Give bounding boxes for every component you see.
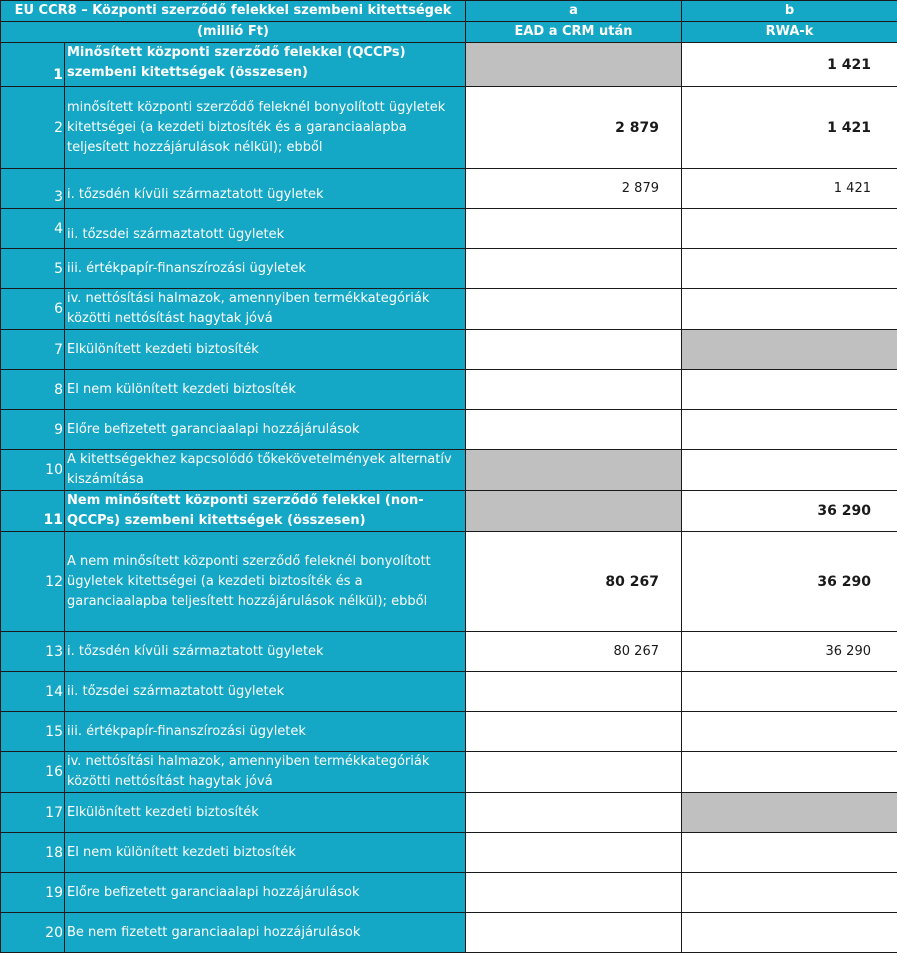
table-row [1,410,897,450]
cell-a [466,289,682,330]
cell-a: 80 267 [466,532,682,632]
row-label: ii. tőzsdei származtatott ügyletek [65,209,466,249]
table-row [1,87,897,169]
cell-b: 1 421 [682,43,897,87]
table-row [1,330,897,370]
table-row [1,450,897,491]
table-row [1,370,897,410]
cell-a [466,491,682,532]
cell-a [466,672,682,712]
row-number: 20 [1,913,65,953]
table-row [1,209,897,249]
cell-a [466,913,682,953]
cell-a [466,752,682,793]
cell-b [682,330,897,370]
cell-a [466,209,682,249]
cell-b: 1 421 [682,169,897,209]
row-number: 13 [1,632,65,672]
table-row [1,873,897,913]
table-row [1,793,897,833]
table-row [1,752,897,793]
cell-b [682,450,897,491]
row-label: El nem különített kezdeti biztosíték [65,370,466,410]
row-label: minősített központi szerződő feleknél bonyolított ügyletek kitettségei (a kezdeti biztosíték és a garanciaalapba teljesített hozzájárulások nélkül); ebből [65,87,466,169]
cell-b [682,793,897,833]
cell-a [466,43,682,87]
table-row [1,913,897,953]
row-number: 8 [1,370,65,410]
row-label: iii. értékpapír-finanszírozási ügyletek [65,249,466,289]
cell-b [682,833,897,873]
table-unit: (millió Ft) [1,22,466,43]
table-row [1,249,897,289]
row-label: iv. nettósítási halmazok, amennyiben termékkategóriák közötti nettósítást hagytak jóvá [65,289,466,330]
row-number: 14 [1,672,65,712]
row-number: 6 [1,289,65,330]
table-row [1,289,897,330]
table-row [1,712,897,752]
row-number: 10 [1,450,65,491]
cell-b [682,249,897,289]
cell-a [466,833,682,873]
row-label: Be nem fizetett garanciaalapi hozzájárulások [65,913,466,953]
table-title: EU CCR8 – Központi szerződő felekkel szembeni kitettségek [1,1,466,22]
cell-b [682,873,897,913]
row-label: Előre befizetett garanciaalapi hozzájárulások [65,410,466,450]
row-label: iii. értékpapír-finanszírozási ügyletek [65,712,466,752]
row-number: 11 [1,491,65,532]
row-number: 18 [1,833,65,873]
table-row [1,491,897,532]
row-number: 19 [1,873,65,913]
table-row [1,672,897,712]
col-b-letter: b [682,1,897,22]
row-number: 4 [1,209,65,249]
cell-b: 36 290 [682,532,897,632]
row-number: 15 [1,712,65,752]
table-row [1,833,897,873]
cell-a: 80 267 [466,632,682,672]
table-row [1,43,897,87]
row-label: iv. nettósítási halmazok, amennyiben termékkategóriák közötti nettósítást hagytak jóvá [65,752,466,793]
row-number: 1 [1,43,65,87]
cell-b: 1 421 [682,87,897,169]
cell-a [466,793,682,833]
cell-b: 36 290 [682,491,897,532]
row-label: A kitettségekhez kapcsolódó tőkekövetelmények alternatív kiszámítása [65,450,466,491]
row-label: Elkülönített kezdeti biztosíték [65,330,466,370]
cell-a [466,450,682,491]
cell-b [682,370,897,410]
row-label: Minősített központi szerződő felekkel (QCCPs) szembeni kitettségek (összesen) [65,43,466,87]
row-number: 12 [1,532,65,632]
cell-a [466,410,682,450]
cell-a [466,873,682,913]
row-label: Nem minősített központi szerződő felekkel (non-QCCPs) szembeni kitettségek (összesen) [65,491,466,532]
row-label: Elkülönített kezdeti biztosíték [65,793,466,833]
row-number: 3 [1,169,65,209]
table-row [1,632,897,672]
cell-b [682,209,897,249]
cell-b: 36 290 [682,632,897,672]
row-label: El nem különített kezdeti biztosíték [65,833,466,873]
cell-a [466,370,682,410]
cell-b [682,672,897,712]
table-row [1,532,897,632]
cell-a: 2 879 [466,169,682,209]
cell-b [682,913,897,953]
cell-b [682,410,897,450]
cell-a [466,249,682,289]
row-number: 16 [1,752,65,793]
row-number: 9 [1,410,65,450]
cell-b [682,752,897,793]
row-number: 2 [1,87,65,169]
cell-a [466,330,682,370]
col-a-header: EAD a CRM után [466,22,682,43]
row-number: 7 [1,330,65,370]
row-number: 5 [1,249,65,289]
row-label: ii. tőzsdei származtatott ügyletek [65,672,466,712]
col-a-letter: a [466,1,682,22]
cell-b [682,712,897,752]
row-label: i. tőzsdén kívüli származtatott ügyletek [65,632,466,672]
cell-b [682,289,897,330]
row-label: A nem minősített központi szerződő feleknél bonyolított ügyletek kitettségei (a kezdeti biztosíték és a garanciaalapba teljesített hozzájárulások nélkül); ebből [65,532,466,632]
row-number: 17 [1,793,65,833]
col-b-header: RWA-k [682,22,897,43]
cell-a [466,712,682,752]
table-row [1,169,897,209]
cell-a: 2 879 [466,87,682,169]
row-label: i. tőzsdén kívüli származtatott ügyletek [65,169,466,209]
row-label: Előre befizetett garanciaalapi hozzájárulások [65,873,466,913]
